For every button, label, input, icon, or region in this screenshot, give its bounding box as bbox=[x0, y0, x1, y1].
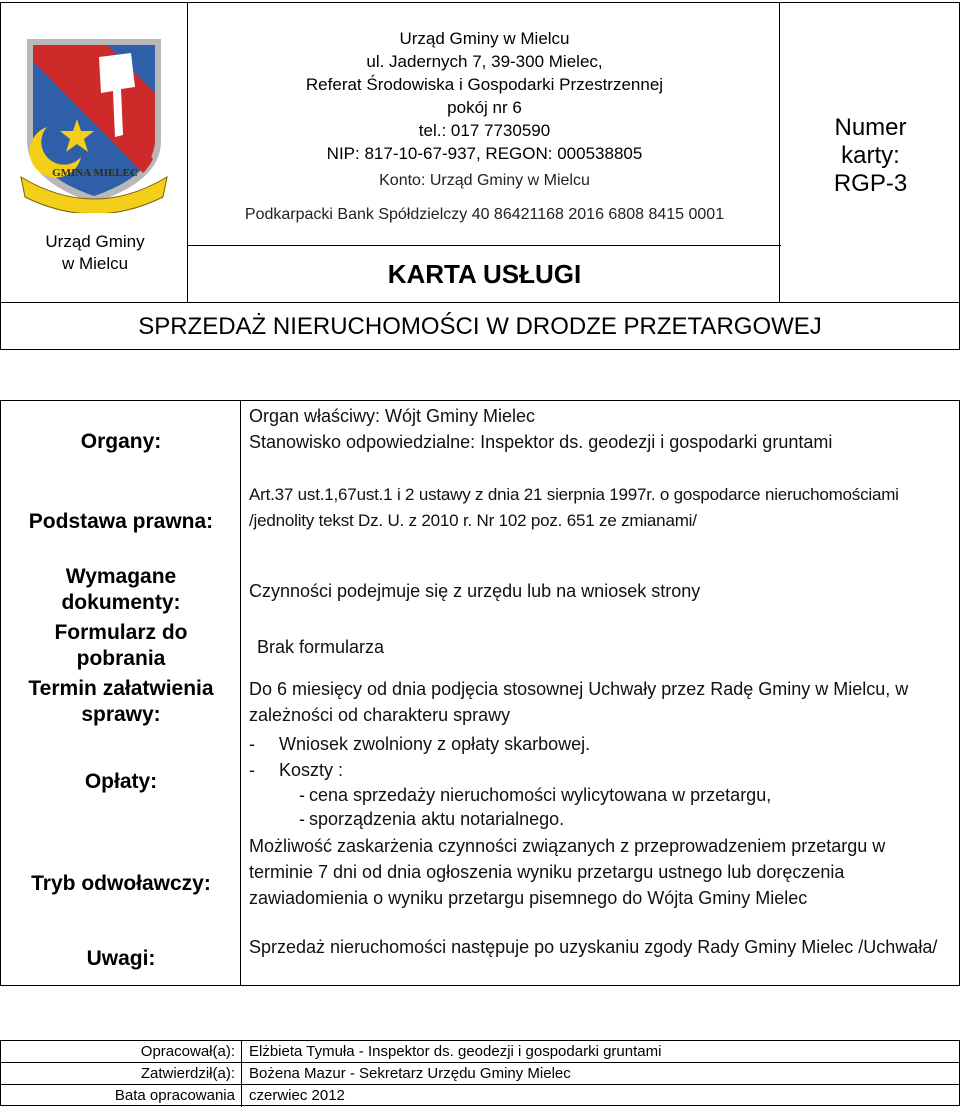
office-street: ul. Jadernych 7, 39-300 Mielec, bbox=[366, 52, 603, 71]
card-number bbox=[780, 114, 960, 198]
value-wymagane-dokumenty: Czynności podejmuje się z urzędu lub na wniosek strony bbox=[249, 581, 701, 601]
card-title: KARTA USŁUGI bbox=[387, 259, 582, 289]
service-details-table bbox=[0, 400, 960, 986]
coat-of-arms-icon bbox=[19, 31, 169, 213]
card-number-line1: Numer bbox=[834, 114, 907, 141]
logo-caption-line2: w Mielcu bbox=[61, 254, 129, 273]
label-organy: Organy: bbox=[80, 430, 162, 453]
value-podstawa-prawna: Art.37 ust.1,67ust.1 i 2 ustawy z dnia 21 sierpnia 1997r. o gospodarce nieruchomościami /jednolity tekst Dz. U. z 2010 r. Nr 102 poz. 651 ze zmianami/ bbox=[249, 485, 899, 530]
label-termin-line2: sprawy: bbox=[81, 703, 161, 726]
office-phone: tel.: 017 7730590 bbox=[418, 121, 551, 140]
footer-table bbox=[0, 1040, 960, 1106]
label-oplaty: Opłaty: bbox=[84, 770, 158, 793]
value-organy bbox=[249, 403, 949, 455]
logo-caption bbox=[1, 231, 189, 275]
footer-row-approved bbox=[1, 1063, 960, 1085]
value-tryb-odwolawczy: Możliwość zaskarżenia czynności związanych z przeprowadzeniem przetargu w terminie 7 dni od dnia ogłoszenia wyniku przetargu ustnego lub doręczenia zawiadomienia o wyniku przetargu pisemnego do Wójta Gminy Mielec bbox=[249, 836, 886, 908]
office-address bbox=[188, 27, 781, 165]
footer-prepared-value: Elżbieta Tymuła - Inspektor ds. geodezji i gospodarki gruntami bbox=[249, 1043, 662, 1060]
label-tryb-odwolawczy: Tryb odwoławczy: bbox=[31, 872, 211, 895]
footer-column-divider bbox=[241, 1041, 242, 1107]
value-formularz: Brak formularza bbox=[257, 637, 385, 657]
value-termin: Do 6 miesięcy od dnia podjęcia stosownej Uchwały przez Radę Gminy w Mielcu, w zależności od charakteru sprawy bbox=[249, 679, 909, 725]
label-formularz-line2: pobrania bbox=[76, 647, 166, 670]
oplaty-sublist bbox=[249, 783, 949, 831]
card-number-line3: RGP-3 bbox=[833, 170, 908, 197]
label-wymagane-line1: Wymagane bbox=[65, 565, 177, 588]
label-uwagi: Uwagi: bbox=[86, 947, 156, 970]
footer-prepared-label: Opracował(a): bbox=[140, 1043, 235, 1060]
footer-row-prepared bbox=[1, 1041, 960, 1063]
card-number-cell bbox=[779, 2, 960, 303]
label-termin-line1: Termin załatwienia bbox=[28, 677, 214, 700]
value-oplaty bbox=[249, 731, 949, 831]
logo-cell bbox=[0, 2, 188, 303]
table-column-divider bbox=[240, 400, 241, 986]
value-stanowisko: Stanowisko odpowiedzialne: Inspektor ds. geodezji i gospodarki gruntami bbox=[249, 432, 833, 452]
label-wymagane-line2: dokumenty: bbox=[61, 591, 181, 614]
footer-approved-value: Bożena Mazur - Sekretarz Urzędu Gminy Mielec bbox=[249, 1065, 571, 1082]
label-wymagane-dokumenty bbox=[1, 564, 241, 616]
value-uwagi: Sprzedaż nieruchomości następuje po uzyskaniu zgody Rady Gminy Mielec /Uchwała/ bbox=[249, 937, 938, 957]
office-account-owner: Konto: Urząd Gminy w Mielcu bbox=[379, 172, 590, 189]
footer-approved-label: Zatwierdził(a): bbox=[140, 1065, 235, 1082]
logo-caption-line1: Urząd Gminy bbox=[45, 232, 145, 251]
office-name: Urząd Gminy w Mielcu bbox=[399, 29, 570, 48]
office-info-cell bbox=[187, 2, 780, 303]
footer-date-label: Bata opracowania bbox=[114, 1087, 235, 1104]
office-department: Referat Środowiska i Gospodarki Przestrzennej bbox=[305, 75, 664, 94]
header-divider bbox=[188, 245, 781, 246]
oplaty-list bbox=[249, 731, 949, 783]
value-organ-wlasciwy: Organ właściwy: Wójt Gminy Mielec bbox=[249, 406, 536, 426]
office-room: pokój nr 6 bbox=[447, 98, 522, 117]
card-number-line2: karty: bbox=[841, 142, 900, 169]
oplaty-item-1: - Wniosek zwolniony z opłaty skarbowej. bbox=[249, 731, 949, 757]
label-termin bbox=[1, 676, 241, 728]
label-formularz bbox=[1, 620, 241, 672]
oplaty-sub-2: - sporządzenia aktu notarialnego. bbox=[299, 807, 949, 831]
logo-banner-text: GMINA MIELEC bbox=[52, 167, 138, 179]
oplaty-item-2: - Koszty : bbox=[249, 757, 949, 783]
label-podstawa-prawna: Podstawa prawna: bbox=[28, 510, 214, 533]
service-title: SPRZEDAŻ NIERUCHOMOŚCI W DRODZE PRZETARGOWEJ bbox=[0, 302, 960, 350]
footer-row-date bbox=[1, 1085, 960, 1107]
label-formularz-line1: Formularz do bbox=[54, 621, 188, 644]
oplaty-sub-1: - cena sprzedaży nieruchomości wylicytowana w przetargu, bbox=[299, 783, 949, 807]
office-nip-regon: NIP: 817-10-67-937, REGON: 000538805 bbox=[326, 144, 643, 163]
footer-date-value: czerwiec 2012 bbox=[249, 1087, 345, 1104]
office-bank-account: Podkarpacki Bank Spółdzielczy 40 86421168 2016 6808 8415 0001 bbox=[244, 206, 725, 223]
